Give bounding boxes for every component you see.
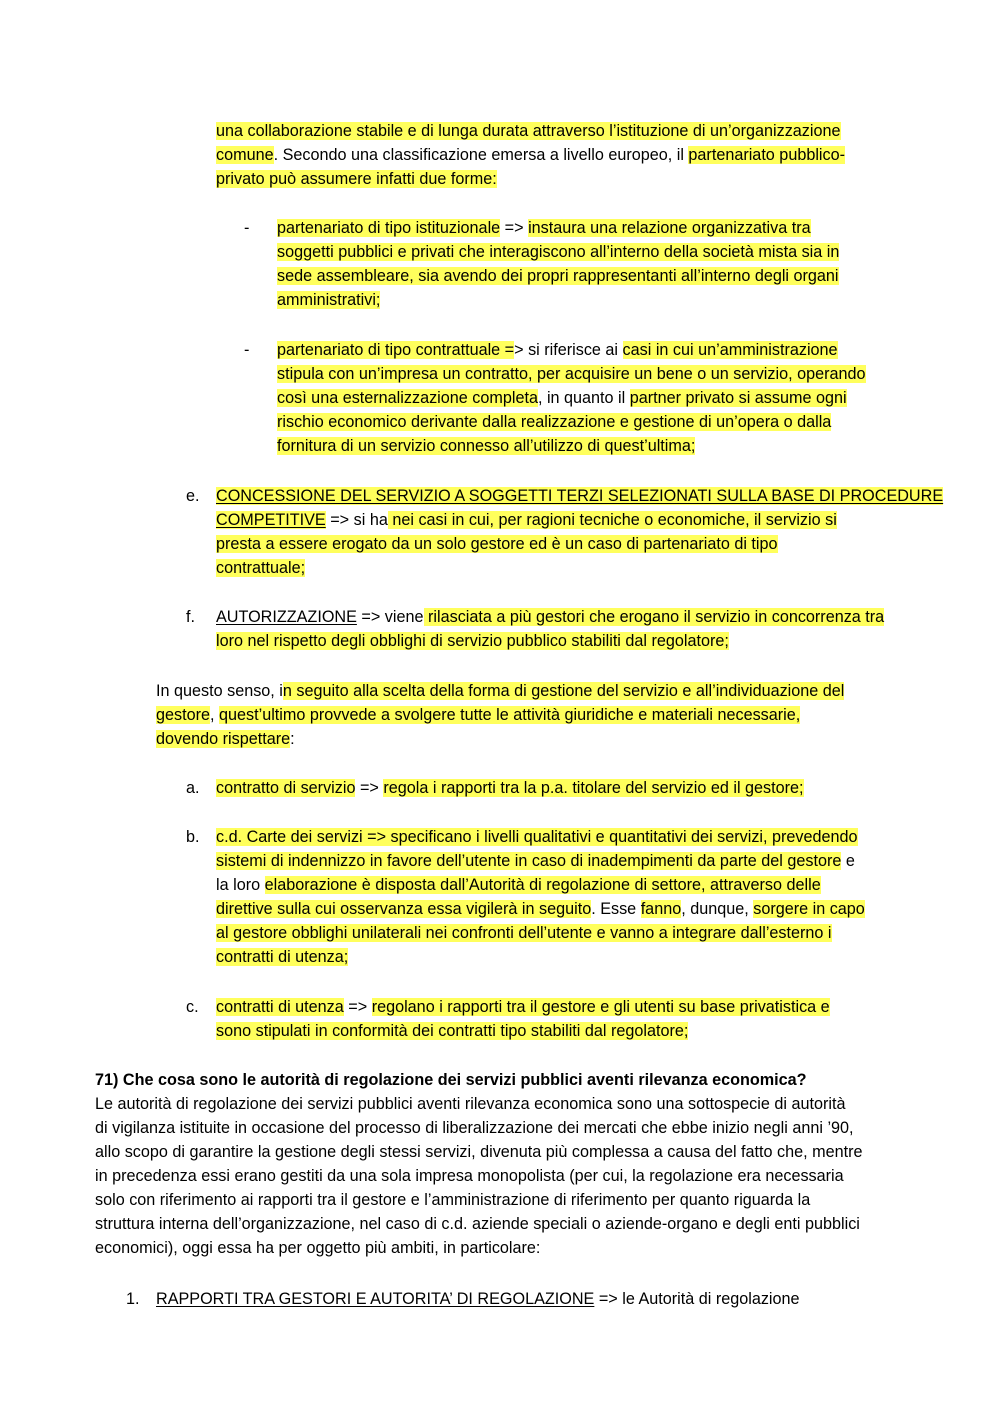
text-line xyxy=(216,825,858,849)
text-line xyxy=(216,119,841,143)
list-marker: f. xyxy=(186,608,195,626)
text-span: => xyxy=(355,779,384,797)
text-span: di vigilanza istituite in occasione del processo di liberalizzazione dei mercati che ebbe inizio negli anni ’90, xyxy=(95,1119,854,1137)
list-marker: b. xyxy=(186,828,200,846)
text-span: solo con riferimento ai rapporti tra il gestore e l’amministrazione di riferimento per quanto riguarda la xyxy=(95,1191,811,1209)
list-marker: a. xyxy=(186,779,200,797)
highlighted-text: partenariato di tipo contrattuale = xyxy=(277,341,515,359)
text-span: AUTORIZZAZIONE xyxy=(216,608,357,626)
highlighted-text: dovendo rispettare xyxy=(156,730,291,748)
highlighted-text: contratti di utenza; xyxy=(216,948,349,966)
text-line xyxy=(95,1164,844,1188)
highlighted-text: così una esternalizzazione completa xyxy=(277,389,538,407)
highlighted-text: sono stipulati in conformità dei contratti tipo stabiliti dal regolatore; xyxy=(216,1022,689,1040)
text-span: , in quanto il xyxy=(537,389,630,407)
text-span: > si riferisce ai xyxy=(514,341,623,359)
text-span: In questo senso, i xyxy=(156,682,283,700)
text-span: in precedenza essi erano gestiti da una sola impresa monopolista (per cui, la regolazione era necessaria xyxy=(95,1167,844,1185)
text-line xyxy=(156,703,800,727)
highlighted-text: partenariato pubblico- xyxy=(688,146,846,164)
highlighted-text: partner privato si assume ogni xyxy=(629,389,847,407)
text-line xyxy=(216,532,778,556)
highlighted-text: partenariato di tipo istituzionale xyxy=(277,219,501,237)
highlighted-text: contratto di servizio xyxy=(216,779,356,797)
text-span: . Esse xyxy=(591,900,641,918)
highlighted-text: contrattuale; xyxy=(216,559,306,577)
highlighted-text: rilasciata a più gestori che erogano il servizio in concorrenza tra xyxy=(423,608,885,626)
highlighted-text: comune xyxy=(216,146,274,164)
text-line xyxy=(156,679,844,703)
text-line xyxy=(216,143,845,167)
text-line xyxy=(95,1236,540,1260)
highlighted-text: quest’ultimo provvede a svolgere tutte le attività giuridiche e materiali necessarie, xyxy=(219,706,801,724)
text-line xyxy=(277,434,695,458)
text-line xyxy=(95,1188,810,1212)
text-span: la loro xyxy=(216,876,265,894)
text-line xyxy=(277,288,380,312)
text-line xyxy=(95,1212,860,1236)
text-line xyxy=(216,945,348,969)
text-line xyxy=(156,727,295,751)
text-span: => viene xyxy=(356,608,424,626)
text-line xyxy=(95,1092,845,1116)
text-span: struttura interna dell’organizzazione, nel caso di c.d. aziende speciali o aziende-organo e degli enti pubblici xyxy=(95,1215,860,1233)
text-line xyxy=(216,629,729,653)
highlighted-text: privato può assumere infatti due forme: xyxy=(216,170,497,188)
highlighted-text: contratti di utenza xyxy=(216,998,344,1016)
highlighted-text: nei casi in cui, per ragioni tecniche o economiche, il servizio si xyxy=(387,511,837,529)
list-marker: 1. xyxy=(126,1290,140,1308)
highlighted-text: fanno xyxy=(640,900,682,918)
text-span: e xyxy=(841,852,855,870)
text-line xyxy=(216,995,830,1019)
highlighted-text: gestore xyxy=(156,706,210,724)
text-span: . Secondo una classificazione emersa a livello europeo, il xyxy=(273,146,689,164)
text-span: => xyxy=(343,998,372,1016)
text-line xyxy=(277,410,831,434)
text-line xyxy=(216,484,943,508)
text-span: economici), oggi essa ha per oggetto più ambiti, in particolare: xyxy=(95,1239,541,1257)
highlighted-text: sorgere in capo xyxy=(753,900,865,918)
highlighted-text: regola i rapporti tra la p.a. titolare del servizio ed il gestore; xyxy=(383,779,804,797)
text-span: 71) Che cosa sono le autorità di regolazione dei servizi pubblici aventi rilevanza economica? xyxy=(95,1071,807,1089)
text-line xyxy=(156,1287,800,1311)
text-span: => le Autorità di regolazione xyxy=(594,1290,800,1308)
text-span: RAPPORTI TRA GESTORI E AUTORITA’ DI REGOLAZIONE xyxy=(156,1290,595,1308)
highlighted-text: rischio economico derivante dalla realizzazione e gestione di un’opera o dalla xyxy=(277,413,832,431)
highlighted-text: COMPETITIVE xyxy=(216,511,326,529)
text-line xyxy=(95,1140,863,1164)
text-line xyxy=(277,216,811,240)
text-line xyxy=(216,167,497,191)
text-line xyxy=(277,386,847,410)
text-span: => si ha xyxy=(325,511,388,529)
highlighted-text: fornitura di un servizio connesso all’utilizzo di quest’ultima; xyxy=(277,437,696,455)
highlighted-text: direttive sulla cui osservanza essa vigilerà in seguito xyxy=(216,900,592,918)
text-span: => xyxy=(500,219,529,237)
highlighted-text: c.d. Carte dei servizi => specificano i livelli qualitativi e quantitativi dei servizi, prevedendo xyxy=(216,828,858,846)
highlighted-text: amministrativi; xyxy=(277,291,381,309)
text-line xyxy=(216,921,832,945)
text-line xyxy=(216,873,821,897)
text-line xyxy=(277,240,839,264)
highlighted-text: instaura una relazione organizzativa tra xyxy=(528,219,811,237)
text-span: , dunque, xyxy=(681,900,754,918)
text-line xyxy=(95,1068,807,1092)
highlighted-text: elaborazione è disposta dall’Autorità di regolazione di settore, attraverso delle xyxy=(264,876,821,894)
text-line xyxy=(216,897,865,921)
list-marker: e. xyxy=(186,487,200,505)
text-span: : xyxy=(290,730,295,748)
highlighted-text: CONCESSIONE DEL SERVIZIO A SOGGETTI TERZI SELEZIONATI SULLA BASE DI PROCEDURE xyxy=(216,487,944,505)
text-line xyxy=(277,338,838,362)
highlighted-text: soggetti pubblici e privati che interagiscono all’interno della società mista sia in xyxy=(277,243,840,261)
text-line xyxy=(216,1019,688,1043)
text-span: , xyxy=(210,706,219,724)
highlighted-text: stipula con un’impresa un contratto, per acquisire un bene o un servizio, operando xyxy=(277,365,866,383)
text-line xyxy=(277,264,839,288)
highlighted-text: casi in cui un’amministrazione xyxy=(622,341,838,359)
list-marker: c. xyxy=(186,998,199,1016)
highlighted-text: al gestore obblighi unilaterali nei confronti dell’utente e vanno a integrare dall’esterno i xyxy=(216,924,832,942)
highlighted-text: sistemi di indennizzo in favore dell’utente in caso di inadempimenti da parte del gestore xyxy=(216,852,842,870)
text-line xyxy=(277,362,866,386)
text-line xyxy=(216,776,804,800)
highlighted-text: presta a essere erogato da un solo gestore ed è un caso di partenariato di tipo xyxy=(216,535,778,553)
list-marker: - xyxy=(244,341,250,359)
highlighted-text: una collaborazione stabile e di lunga durata attraverso l’istituzione di un’organizzazione xyxy=(216,122,841,140)
text-line xyxy=(216,605,884,629)
highlighted-text: n seguito alla scelta della forma di gestione del servizio e all’individuazione del xyxy=(282,682,845,700)
text-line xyxy=(95,1116,854,1140)
text-line xyxy=(216,508,837,532)
text-span: Le autorità di regolazione dei servizi pubblici aventi rilevanza economica sono una sottospecie di autorità xyxy=(95,1095,846,1113)
highlighted-text: sede assembleare, sia avendo dei propri rappresentanti all’interno degli organi xyxy=(277,267,839,285)
highlighted-text: regolano i rapporti tra il gestore e gli utenti su base privatistica e xyxy=(371,998,830,1016)
text-line xyxy=(216,556,305,580)
highlighted-text: loro nel rispetto degli obblighi di servizio pubblico stabiliti dal regolatore; xyxy=(216,632,729,650)
list-marker: - xyxy=(244,219,250,237)
text-span: allo scopo di garantire la gestione degli stessi servizi, divenuta più complessa a causa del fatto che, mentre xyxy=(95,1143,863,1161)
text-line xyxy=(216,849,855,873)
